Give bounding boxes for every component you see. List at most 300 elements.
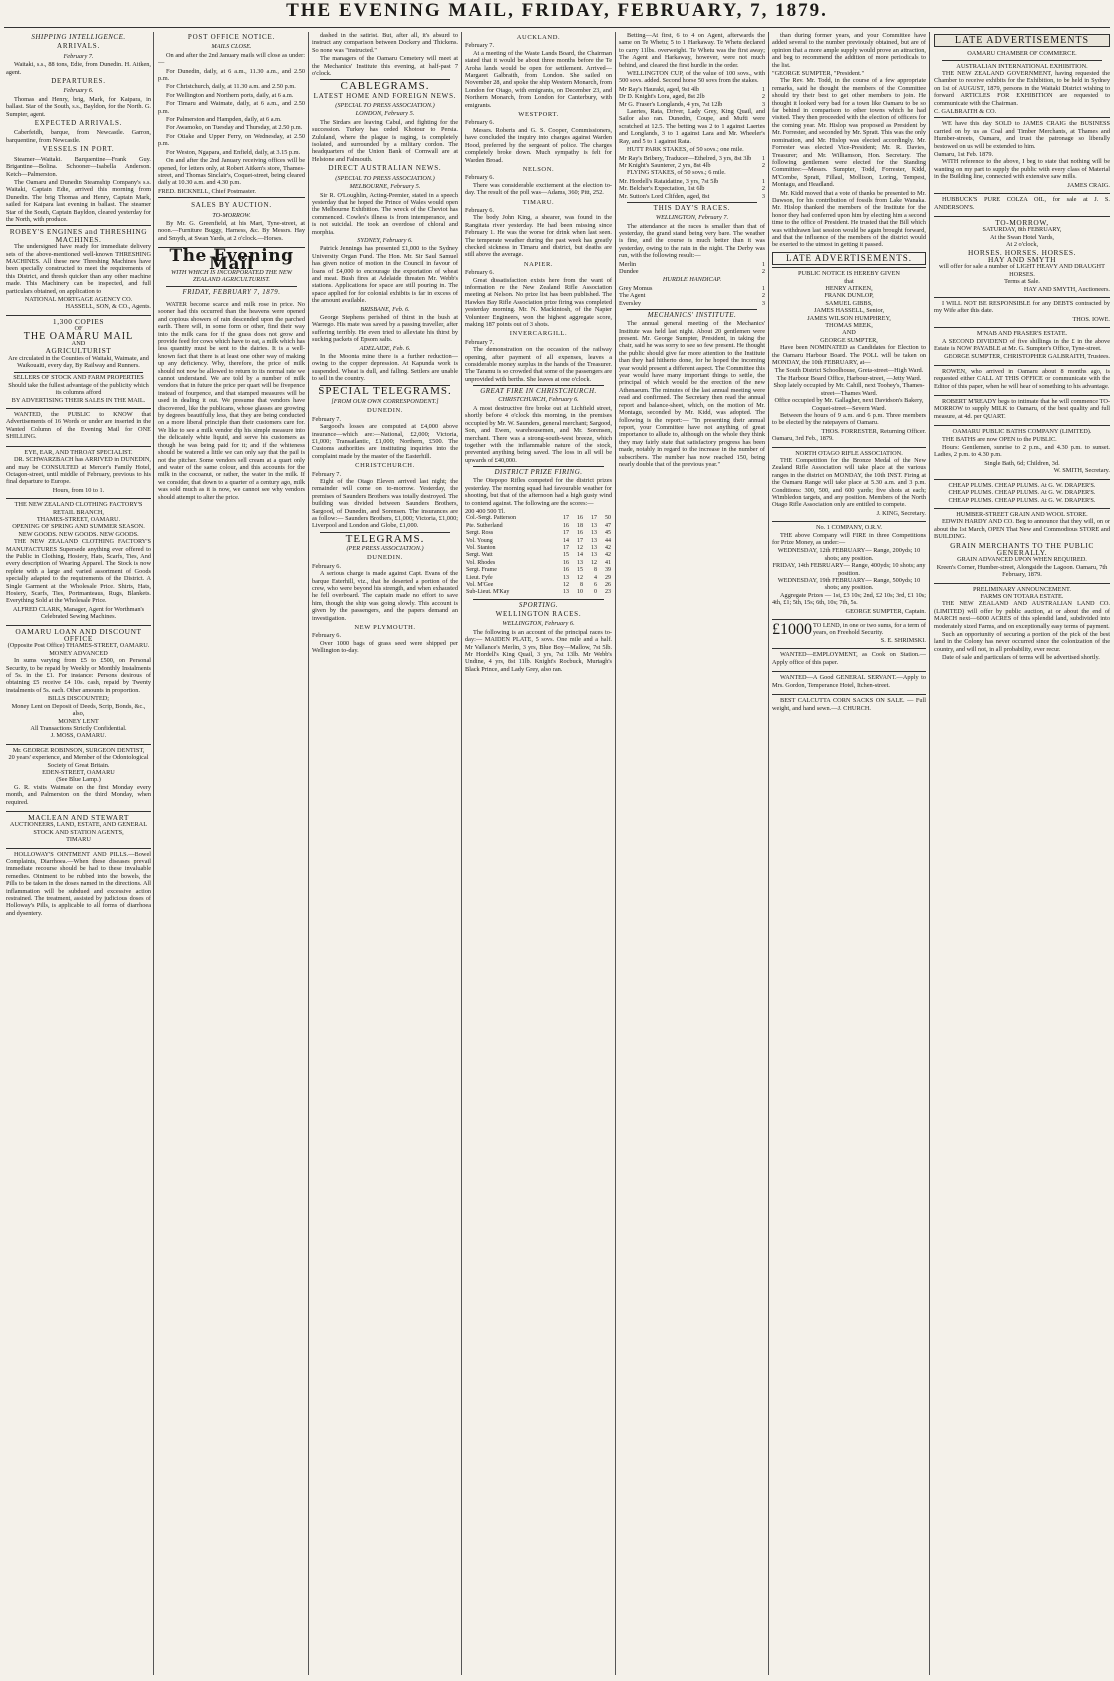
robey-heading: ROBEY'S ENGINES and THRESHING MACHINES.: [9, 227, 148, 244]
loan-text: In sums varying from £5 to £500, on Personal Security, to be repaid by Weekly or Monthly Instalments of 5s. in the £1. For instance: Persons desirous of obtaining £5 receive £4 10s. cash, repaid by Twenty instalments of 5s. each. Other amounts in proportion.: [6, 657, 151, 694]
baths-heading: OAMARU PUBLIC BATHS COMPANY (LIMITED).: [952, 428, 1092, 436]
wanted-servant-advertisement: [772, 671, 926, 692]
paper-title: THE OAMARU MAIL: [23, 330, 134, 342]
score-value: 17: [563, 515, 570, 522]
mails-close-heading: MAILS CLOSE.: [211, 43, 252, 51]
exhibition-heading: AUSTRALIAN INTERNATIONAL EXHIBITION.: [956, 62, 1088, 70]
page-masthead: THE EVENING MAIL, FRIDAY, FEBRUARY, 7, 1879.: [286, 0, 828, 21]
auckland-date: February 7.: [465, 42, 495, 50]
galbraith-signature: C. GALBRAITH & CO.: [934, 108, 997, 116]
score-value: 42: [605, 545, 611, 551]
score-value: 14: [577, 552, 583, 559]
dentist-advertisement: [6, 744, 151, 809]
divider: [473, 466, 604, 467]
wanted-cook-advertisement: [772, 648, 926, 669]
loan-1000-signature: S. E. SHRIMSKI.: [880, 637, 926, 645]
hardy-text: EDWIN HARDY AND CO. Beg to announce that they will, on or about the 1st March, OPEN That New and Commodious STORE and BUILDING.: [934, 518, 1110, 541]
company-notice: [772, 521, 926, 617]
mechanics-heading: MECHANICS' INSTITUTE.: [647, 310, 737, 319]
invercargill-heading: INVERCARGILL.: [509, 330, 568, 338]
chamber-heading: OAMARU CHAMBER OF COMMERCE.: [967, 50, 1077, 58]
score-row: [465, 515, 612, 522]
post-line: For Palmerston and Hampden, daily, at 6 a.m.: [166, 116, 282, 124]
robey-agent: NATIONAL MORTGAGE AGENCY CO.: [24, 296, 133, 303]
score-value: 8: [593, 567, 597, 574]
candidate-name: JAMES HASSELL, Senior,: [813, 307, 885, 315]
copies-count: 1,300 COPIES: [52, 316, 105, 326]
wanted-cook-text: WANTED—EMPLOYMENT, as Cook on Station.—Apply office of this paper.: [772, 651, 926, 666]
totara-text: THE NEW ZEALAND AND AUSTRALIAN LAND CO. (LIMITED) will offer by public auction, at or about the end of MARCH next—6000 ACRES of this splendid land, subdivided into moderately sized Farms, and on exceptionally easy terms of payment.: [934, 600, 1110, 630]
score-value: 13: [590, 522, 597, 529]
maclean-heading: MACLEAN AND STEWART: [28, 812, 129, 822]
nelson-date: February 6.: [465, 174, 495, 182]
score-value: 26: [605, 582, 611, 589]
adelaide-dateline: ADELAIDE, Feb. 6.: [359, 344, 411, 352]
hubbuck-text: HUBBUCK'S PURE COLZA OIL, for sale at J. S. ANDERSON'S.: [934, 196, 1110, 211]
masthead-rule: [4, 27, 1110, 28]
galbraith-date: Oamaru, 1st Feb. 1879.: [934, 151, 994, 159]
report-signature: "GEORGE SUMPTER, "President.": [772, 70, 865, 78]
candidate-name: JAMES WILSON HUMPHREY,: [807, 314, 891, 322]
post-line: For Dunedin, daily, at 6 a.m., 11.30 a.m., and 2.50 p.m.: [158, 67, 305, 83]
dentist-credentials: 20 years' experience, and Member of the Odontological Society of Great Britain.: [8, 754, 149, 769]
score-value: 18: [577, 522, 583, 529]
horses-heading: HORSES. HORSES. HORSES.: [967, 247, 1077, 257]
christchurch-date: February 7.: [312, 470, 342, 478]
score-value: 0: [593, 589, 597, 596]
debts-text: I WILL NOT BE RESPONSIBLE for any DEBTS contracted by my Wife after this date.: [934, 299, 1110, 315]
loan-heading: OAMARU LOAN AND DISCOUNT OFFICE: [15, 626, 142, 644]
exhibition-text: THE NEW ZEALAND GOVERNMENT, having requested the Chamber to receive exhibits for the Exhibition, to be held in Sydney on 1st of AUGUST, 1879, persons in the Waitaki District wishing to forward ARTICLES FOR EXHIBITION are requested to communicate with the Chairman.: [934, 70, 1110, 107]
rifle-association-notice: [772, 447, 926, 520]
races-dateline: WELLINGTON, February 6.: [502, 620, 575, 628]
craig-text: WITH reference to the above, I beg to state that nothing will be wanting on my part to supply the public with every class of Material in the Building line, connected with extensive saw mills.: [934, 158, 1110, 181]
score-value: 13: [563, 589, 570, 596]
holloway-advertisement: [6, 848, 151, 921]
score-value: 45: [605, 530, 611, 537]
post-office-heading: POST OFFICE NOTICE.: [187, 33, 276, 41]
owen-notice: [934, 365, 1110, 393]
expected-heading: EXPECTED ARRIVALS.: [34, 119, 123, 128]
arrivals-heading: ARRIVALS.: [56, 42, 101, 51]
clothing-text: THE NEW ZEALAND CLOTHING FACTORY'S MANUFACTURES Supersede anything ever offered to the Public in Clothing, Hosiery, Hats, Scarfs, Ties, And every description of Wearing Apparel. The Stock is now replete with a large and varied assortment of Goods specially adapted to the requirements of the District. A Single Garment at the Wholesale Price. Shirts, Hats, Hosiery, Scarfs, Ties, Portmanteaus, Rugs, Blankets. Everything Sold at the Wholesale Price.: [6, 538, 151, 605]
grain-merchants: GRAIN MERCHANTS TO THE PUBLIC GENERALLY.: [950, 540, 1094, 557]
score-row: [465, 589, 612, 596]
brisbane-dateline: BRISBANE, Feb. 6.: [360, 305, 410, 313]
flying-entry: Mr. Sutton's Lord Clifden, aged, 8st 3: [619, 192, 765, 200]
column-1: [6, 32, 151, 1675]
cup-entry: Mr Ray's Hauraki, aged, 9st 4lb 1: [619, 85, 765, 93]
robey-advertisement: [6, 225, 151, 312]
calcutta-advertisement: [772, 694, 926, 715]
harbour-board-notice: [772, 267, 926, 444]
dunedin-text: Sargood's losses are computed at £4,000 above insurance—which are:—National, £2,000; Victoria, £1,000; Transatlantic, £1,000; Northern, £500. The Customs authorities are instituting inquiries into the complaint made by the master of the Easterhill.: [312, 423, 458, 460]
candidate-name: FRANK DUNLOP,: [824, 292, 874, 300]
sellers-heading: SELLERS OF STOCK AND FARM PROPERTIES: [13, 374, 144, 382]
totara-heading: FARMS ON TOTARA ESTATE.: [980, 592, 1064, 600]
leader-continuation: dashed in the satirist. But, after all, it's absurd to instruct any comparison between Dockery and Thickens. So none was "instructed.": [312, 32, 458, 54]
score-value: 41: [605, 559, 611, 566]
specialist-heading: EYE, EAR, AND THROAT SPECIALIST.: [24, 448, 133, 456]
horse-sale-date: SATURDAY, 8th FEBRUARY,: [982, 226, 1062, 234]
horse-sale-place: At the Swan Hotel Yards,: [989, 233, 1055, 241]
specialist-advertisement: [6, 446, 151, 496]
score-row: [465, 523, 612, 530]
hubbuck-advertisement: [934, 193, 1110, 214]
tel-dunedin-text: A serious charge is made against Capt. Evans of the barque Esterhill, viz., that he deserted a portion of the crew, who were beyond his strength, and when exhausted he fell overboard. The captain made no effort to save him, though the ship was going slowly. This account is given by the passengers, and the papers demand an investigation.: [312, 570, 458, 622]
dentist-address: EDEN-STREET, OAMARU: [42, 768, 115, 776]
craig-sale-notice: [934, 117, 1110, 191]
christchurch-text: Eight of the Otago Eleven arrived last night; the remainder will come on to-morrow. Yesterday, the premises of Saunders Brothers was totally destroyed. The building was divided between Saunders Brothers, Sargood, of Dunedin, and Sorensen. The insurances are as follow:— Saunders Brothers, £1,000; Victoria, £1,000; Liverpool and London and Globe, £1,000.: [312, 477, 458, 530]
flying-entry: Mr. Hordell's Rataidatine, 3 yrs, 7st 5lb 1: [619, 177, 765, 185]
totara-more: Such an opportunity of securing a portion of the pick of the best land in the Colony has never occurred since the colonization of the country, and will not, in all probability, ever recur.: [934, 631, 1110, 653]
sales-text: By Mr. G. Greenfield, at his Mart, Tyne-street, at noon.—Furniture Buggy, Harness, &c. By Messrs. Hay and Smyth, at Swan Yards, at 2 o'clock.—Horses.: [158, 219, 305, 242]
score-value: 10: [577, 589, 583, 596]
new-plymouth-date: February 6.: [312, 632, 342, 640]
special-note: (SPECIAL TO PRESS ASSOCIATION.): [335, 102, 435, 110]
money-lent: MONEY LENT: [58, 717, 99, 725]
loan-amount: £1000: [772, 621, 812, 639]
divider: [627, 202, 757, 203]
divider: [166, 286, 297, 287]
napier-text: Great dissatisfaction exists here from the want of information re the New Zealand Rifle Association meeting at Nelson. No prize list has been published. The Hawkes Bay Rifle Association prize firing was completed yesterday morning. Mr. N. Mackintosh, of the Napier Volunteer Engineers, won the highest aggregate score, making 187 points out of 3 shots.: [465, 276, 612, 329]
cablegrams-subheading: LATEST HOME AND FOREIGN NEWS.: [313, 91, 457, 100]
sales-heading: SALES BY AUCTION.: [191, 201, 272, 210]
telegrams-sub: (PER PRESS ASSOCIATION.): [346, 544, 424, 552]
post-line: For Otiake and Upper Ferry, on Wednesday, at 2.50 p.m.: [158, 132, 305, 148]
confidential-line: All Transactions Strictly Confidential.: [30, 724, 127, 732]
arrivals-text: Waitaki, s.s., 88 tons, Edie, from Dunedin. H. Aitken, agent.: [6, 61, 151, 76]
plums-line: CHEAP PLUMS. CHEAP PLUMS. At G. W. DRAPER'S.: [948, 481, 1096, 489]
clothing-advertisement: [6, 498, 151, 623]
company-prizes: Aggregate Prizes — 1st, £3 10s; 2nd, £2 10s; 3rd, £1 10s; 4th, £1; 5th, 15s; 6th, 10s; 7th, 5s.: [772, 591, 926, 607]
arrivals-date: February 7.: [63, 52, 94, 60]
flag-subtitle: WITH WHICH IS INCORPORATED THE NEW ZEALAND AGRICULTURIST.: [171, 268, 292, 284]
wellington-cup-text: WELLINGTON CUP, of the value of 100 sovs., with 500 sovs. added. Second horse 50 sovs from the stakes.: [619, 70, 765, 85]
london-dateline: LONDON, February 5.: [355, 110, 415, 118]
races-text: The following is an account of the principal races to-day:— MAIDEN PLATE, 5 sovs. One mile and a half. Mr Vallance's Merlin, 3 yrs, Blue Boy—Mallow, 7st 5lb. Mr Hordell's King Quail, 3 yrs, 7st 13lb. Mr Webb's Undine, 4 yrs, 8st 11lb. Knight's Rocbuck, Murtagh's Black Prince, and Lady Grey, also ran.: [465, 628, 612, 673]
score-columns-header: 200 400 500 Tl.: [465, 507, 506, 515]
score-value: 14: [563, 537, 570, 544]
specialist-text: DR. SCHWARZBACH has ARRIVED in DUNEDIN, and may be CONSULTED at Mercer's Family Hotel, Octagon-street, until middle of February, previous to his final departure to Europe.: [6, 456, 151, 486]
totara-advertisement: [934, 583, 1110, 665]
column-divider: [615, 32, 616, 1675]
wanted-text: WANTED, the PUBLIC to KNOW that Advertisements of 16 Words or under are inserted in the Wanted Column of the Evening Mail for ONE SHILLING.: [6, 411, 151, 441]
company-date: FRIDAY, 14th FEBRUARY— Range, 400yds; 10 shots; any position.: [772, 562, 926, 577]
score-name: Sergt. Ross: [466, 530, 494, 537]
score-value: 13: [590, 537, 597, 544]
hay-smyth-signature: HAY AND SMYTH, Auctioneers.: [1023, 285, 1110, 293]
cup-text: Laertes, Rata, Driver, Lady Grey, King Quail, and Sailor also ran. Dunedin, Coupe, and Mufti were scratched at 12.5. The betting was 2 to 1 against Laertes and Longlands, 3 to 1 against Lara and Mr. Wheeler's Ray, and 5 to 1 against Rata.: [619, 108, 765, 145]
nelson-text: There was considerable excitement at the election to-day. The result of the poll was—Adams, 360; Pitt, 252.: [465, 181, 612, 197]
score-value: 17: [563, 545, 570, 551]
calcutta-text: BEST CALCUTTA CORN SACKS ON SALE. — Full weight, and hand sewn.—J. CHURCH.: [772, 697, 926, 712]
poll-hours: Between the hours of 9 a.m. and 6 p.m. Three members to be elected by the ratepayers of Oamaru.: [772, 411, 926, 427]
bills-text: Money Lent on Deposit of Deeds, Scrip, Bonds, &c., also,: [11, 702, 146, 718]
hutt-entry: Mr Ray's Bribery, Traducer—Ethelred, 3 yrs, 8st 3lb 1: [619, 154, 765, 162]
score-name: Sergt. Frame: [466, 567, 497, 574]
owen-text: ROWEN, who arrived in Oamaru about 8 months ago, is requested either CALL AT THIS OFFICE or communicate with the Editor of this paper, when he will hear of something to his advantage.: [934, 367, 1110, 390]
score-value: 8: [580, 582, 583, 589]
specialist-hours: Hours, from 10 to 1.: [52, 486, 105, 494]
column-divider: [308, 32, 309, 1675]
timaru-text: The body John King, a shearer, was found in the Rangitata river yesterday. He had been missing since February 1. He was the worse for drink when last seen. The temperate weather during the past week has greatly checked sickness in Timaru and district, but deaths are still above the average.: [465, 214, 612, 259]
election-text: The Rev. Mr. Todd, in the course of a few appropriate remarks, said he thought the members of the Committee should try their best to get other members to join. He thought it looked very bad for a town like Oamaru to be so far behind in comparison to other towns which he had visited. They then proceeded with the election of officers for the coming year. Mr. Hislop was proposed as President by Mr. Forrester, and seconded by Mr. Spratt. This was the only nomination, and Mr. Hislop was elected accordingly. Mr. Forrester was elected Vice-President; Mr. R. Davies, Treasurer; and Mr. Williamson, Hon. Secretary. The following gentlemen were elected for the Standing Committee:—Messrs. Sumpter, Todd, Forrester, Kidd, M'Combe, Spratt, Fillaul, Mollison, Loring, Tempest, Montagu, and Headland.: [772, 77, 926, 189]
hurdle-result: The Agent 2: [619, 292, 765, 300]
of-word: OF: [74, 325, 83, 333]
hardy-address: Kreen's Corner, Humber-street, Alongside the Lagoon. Oamaru, 7th February, 1879.: [936, 563, 1108, 579]
candidate-name: THOMAS MEEK,: [825, 322, 873, 330]
plums-advertisement: [934, 479, 1110, 506]
poll-place: Shop lately occupied by Mr. Cahill, next Toohey's, Thames-street—Thames Ward.: [773, 382, 925, 397]
score-row: [465, 545, 612, 552]
score-value: 47: [605, 522, 611, 529]
maclean-location: TIMARU: [66, 836, 91, 844]
grain-store-advertisement: [934, 508, 1110, 581]
flying-entry: Mr. Belcher's Expectation, 1st 6lb 2: [619, 185, 765, 193]
dunedin-heading: DUNEDIN.: [366, 407, 404, 415]
cup-entry: Mr G. Fraser's Longlands, 4 yrs, 7st 12lb 3: [619, 100, 765, 108]
score-value: 39: [605, 567, 611, 574]
company-heading: No. 1 COMPANY, O.R.V.: [815, 524, 883, 532]
score-value: 13: [590, 530, 597, 537]
debts-signature: THOS. IOWE.: [1072, 315, 1110, 323]
divider: [942, 60, 1102, 61]
tel-dunedin-date: February 6.: [312, 562, 342, 570]
loan-advertisement: [6, 625, 151, 742]
loan-proprietor: J. MOSS, OAMARU.: [50, 732, 107, 740]
vessels-heading: VESSELS IN PORT.: [42, 145, 115, 154]
score-name: Lieut. Fyfe: [466, 574, 493, 581]
clothing-manager: ALFRED CLARK, Manager, Agent for Worthman's Celebrated Sewing Machines.: [12, 605, 145, 621]
expected-text: Caberfeidh, barque, from Newcastle. Garron, barquentine, from Newcastle.: [6, 129, 151, 144]
departures-heading: DEPARTURES.: [51, 77, 106, 86]
post-intro: On and after the 2nd January mails will close as under:—: [158, 51, 305, 67]
scores-table: [465, 515, 612, 596]
new-plymouth-heading: NEW PLYMOUTH.: [354, 624, 416, 632]
westport-text: Messrs. Roberts and G. S. Cooper, Commissioners, have concluded the inquiry into charges against Warden Hood, preferred by the sergeant of police. The charges completely broke down. Much sympathy is felt for Warden Broad.: [465, 126, 612, 164]
money-advanced: MONEY ADVANCED: [49, 649, 108, 657]
advertising-line: BY ADVERTISING THEIR SALES IN THE MAIL.: [11, 396, 146, 404]
hay-smyth-text: will offer for sale a number of LIGHT HEAVY AND DRAUGHT HORSES.: [939, 263, 1105, 278]
trustees-signature: GEORGE SUMPTER, CHRISTOPHER GALBRAITH, Trustees.: [944, 353, 1110, 361]
report-continuation: than during former years, and your Committee have added several to the number previously obtained, but are of opinion that a more ample supply would prove an attraction, and beg to recommend the addition of more periodicals to the list.: [772, 32, 926, 69]
score-value: 12: [577, 574, 583, 581]
post-line: For Christchurch, daily, at 11.30 a.m. and 2.50 p.m.: [166, 83, 296, 91]
public-notice-heading: PUBLIC NOTICE IS HEREBY GIVEN: [798, 270, 900, 278]
post-line: For Awamoko, on Tuesday and Thursday, at 2.50 p.m.: [166, 124, 303, 132]
company-text: THE above Company will FIRE in three Competitions for Prize Money, as under:—: [772, 531, 926, 546]
public-notice-intro: that: [844, 277, 854, 285]
score-row: [465, 575, 612, 582]
score-name: Vol. Stanton: [466, 545, 496, 551]
meeting-closing-text: Mr. Kidd moved that a vote of thanks be presented to Mr. Dawson, for his contribution of fossils from Lake Wanaka. Mr. Hislop thanked the members of the Institute for the honor they had conferred upon him by electing him a second time to the office of President. He trusted that the Bill which was withdrawn last session would be again brought forward, and that the influence of the members of the district would be exerted to the utmost in getting it passed.: [772, 189, 926, 249]
score-value: 16: [577, 530, 583, 537]
derby-result: Dundee 2: [619, 267, 765, 275]
score-name: Vol. M'Gee: [466, 582, 494, 589]
napier-date: February 6.: [465, 269, 495, 277]
sale-terms: Terms at Sale.: [1004, 278, 1040, 286]
horse-sale-time: At 2 o'clock,: [1005, 241, 1039, 249]
score-value: 12: [590, 559, 597, 566]
divider: [473, 385, 604, 386]
late-ads-heading: LATE ADVERTISEMENTS.: [786, 252, 912, 263]
late-ads-banner: LATE ADVERTISEMENTS: [934, 34, 1110, 47]
score-value: 15: [577, 567, 583, 574]
score-value: 12: [577, 545, 583, 551]
circulation-text: Are circulated in the Counties of Waitaki, Waimate, and Waikouaiti, every day, By Railway and Runners.: [8, 354, 149, 370]
column-2: [158, 32, 305, 1675]
late-ads-heading-box: [772, 252, 926, 265]
flying-stakes-text: FLYING STAKES, of 50 sovs.; 6 mile.: [627, 169, 726, 177]
clothing-heading: THE NEW ZEALAND CLOTHING FACTORY'S RETAIL BRANCH,: [14, 501, 143, 516]
divider: [473, 599, 604, 600]
craig-signature: JAMES CRAIG.: [1067, 181, 1110, 189]
column-divider: [929, 32, 930, 1675]
fire-heading: GREAT FIRE IN CHRISTCHURCH.: [480, 387, 597, 396]
column-7: [934, 32, 1110, 1675]
clothing-opening: OPENING OF SPRING AND SUMMER SEASON. NEW GOODS. NEW GOODS. NEW GOODS.: [12, 523, 145, 538]
score-name: Vol. Young: [466, 537, 493, 544]
derby-result: Merlin 1: [619, 260, 765, 268]
issue-dateline: FRIDAY, FEBRUARY 7, 1879.: [182, 288, 281, 296]
column-3: [312, 32, 458, 1675]
post-after: On and after the 2nd January receiving offices will be opened, for letters only, at Robert Aitken's store, Thames-street, and Thomas Sinclair's, Coquet-street, being cleared daily at 10.30 a.m. and 4.30 p.m.: [158, 157, 305, 187]
mechanics-text: The annual general meeting of the Mechanics' Institute was held last night. About 20 gentlemen were present. Mr. George Sumpter, President, in taking the chair, said he was sorry to see so few present. He thought the public should give far more attention to the Institute than they had hitherto done, for he hoped the incoming year would present a different aspect. The Committee this year would have many important things to settle, the principal of which would be the erection of the new Athenaeum. The minutes of the last annual meeting were read and confirmed. The Secretary then read the annual report and balance-sheet, which, on the motion of Mr. Montagu, seconded by Mr. Kidd, was adopted. The following is the report:— "In presenting their annual report, your Committee have not anything of great importance to allude to, although on the whole they think they may fairly state that satisfactory progress has been made, notably in regard to the increase in the number of subscribers. The number has now reached 150, being nearly double that of the previous year.": [619, 320, 765, 468]
and-word: AND: [71, 340, 86, 348]
wanted-servant-text: WANTED—A Good GENERAL SERVANT.—Apply to Mrs. Gordon, Temperance Hotel, Itchen-street.: [772, 674, 926, 689]
score-row: [465, 538, 612, 545]
score-value: 13: [590, 552, 597, 559]
baths-text: THE BATHS are now OPEN to the PUBLIC.: [942, 435, 1057, 443]
horse-sale-advertisement: [934, 216, 1110, 295]
post-line: For Weston, Ngapara, and Enfield, daily, at 3.15 p.m.: [166, 148, 301, 156]
score-value: 16: [563, 567, 570, 574]
agriculturist-title: AGRICULTURIST: [45, 346, 112, 356]
score-row: [465, 560, 612, 567]
preliminary-heading: PRELIMINARY ANNOUNCEMENT.: [973, 585, 1071, 593]
loan-1000-text: TO LEND, in one or two sums, for a term of years, on Freehold Security.: [813, 622, 926, 637]
score-value: 13: [590, 545, 597, 551]
galbraith-sale-text: WE have this day SOLD to JAMES CRAIG the BUSINESS carried on by us as Coal and Timber Merchants, at Thames and Humber-streets, Oamaru, and trust the patronage so liberally bestowed on us will be extended to him.: [934, 120, 1110, 150]
robey-text: The undersigned have ready for immediate delivery sets of the above-mentioned well-known THRESHING MACHINES. All these new Threshing Machines have been specially constructed to meet the requirements of this District, and thresh quicker than any other machine made. This Machinery can be inspected, and full particulars obtained, on application to: [6, 243, 151, 295]
score-value: 50: [605, 515, 611, 522]
dentist-visits: G. R. visits Waimate on the first Monday every month, and Palmerston on the third Monday, when required.: [6, 783, 151, 806]
adelaide-text: In the Moonta mine there is a further reduction—owing to the copper depression. At Kapunda work is suspended. Wheat is dull, and falling. Settlers are unable to sell in the country.: [312, 353, 458, 383]
candidate-name: HENRY AITKEN,: [825, 285, 873, 292]
days-races-heading: THIS DAY'S RACES.: [653, 203, 731, 212]
score-value: 29: [605, 574, 611, 581]
score-value: 16: [563, 559, 570, 566]
telegrams-heading: TELEGRAMS.: [345, 532, 425, 545]
baths-hours: Hours: Gentlemen, sunrise to 2 p.m., and 4.30 p.m. to sunset. Ladies, 2 p.m. to 4.30 p.m.: [934, 444, 1110, 459]
melbourne-dateline: MELBOURNE, February 5.: [349, 183, 421, 191]
cemetery-note: The managers of the Oamaru Cemetery will meet at the Mechanics' Institute this evening, at half-past 7 o'clock.: [312, 55, 458, 78]
australian-heading: DIRECT AUSTRALIAN NEWS.: [328, 164, 442, 173]
melbourne-text: Sir R. O'Loughlin, Acting-Premier, stated in a speech yesterday that he hoped the Prince of Wales would open the Melbourne Exhibition. The wreck of the Cheviot has commenced. Cowles's illness is from intemperance, and is not suicidal. He took an overdose of chloral and morphia.: [312, 191, 458, 236]
nelson-heading: NELSON.: [522, 165, 555, 173]
invercargill-text: The demonstration on the occasion of the railway opening, after payment of all expenses, leaves a considerable money surplus in the hands of the Treasurer. The Taramu is so crowded that some of the passengers are unprovided with berths. She leaves at one o'clock.: [465, 346, 612, 383]
maclean-advertisement: [6, 811, 151, 846]
hutt-park-text: HUTT PARK STAKES, of 50 sovs.; one mile.: [627, 146, 744, 154]
sydney-dateline: SYDNEY, February 6.: [357, 236, 413, 244]
maclean-description: AUCTIONEERS, LAND, ESTATE, AND GENERAL STOCK AND STATION AGENTS,: [9, 821, 148, 836]
auckland-text: At a meeting of the Waste Lands Board, the Chairman stated that it would be about three months before the Te Aroha lands would be open for settlement. Arrived—Margaret Galbraith, from London. She sailed on November 28, and spoke the ship Western Monarch, from London for Otago, with emigrants, on December 23, and Northern Monarch, from London for Canterbury, with emigrants.: [465, 49, 612, 109]
dentist-lamp: (See Blue Lamp.): [56, 776, 101, 784]
milk-text: ROBERT M'READY begs to intimate that he will commence TO-MORROW to supply MILK to Oamaru, of the best quality and full measure, at 4d. per QUART.: [934, 398, 1110, 420]
horse-sale-tomorrow: TO-MORROW,: [995, 217, 1049, 227]
timaru-date: February 6.: [465, 206, 495, 214]
candidate-name: AND: [842, 329, 856, 337]
candidate-name: GEORGE SUMPTER,: [820, 336, 878, 344]
column-divider: [153, 32, 154, 1675]
score-value: 23: [605, 589, 611, 596]
estate-notice: [934, 327, 1110, 363]
westport-heading: WESTPORT.: [518, 111, 559, 119]
timaru-heading: TIMARU.: [522, 198, 555, 206]
score-row: [465, 552, 612, 559]
plums-line: CHEAP PLUMS. CHEAP PLUMS. At G. W. DRAPER'S.: [948, 496, 1096, 504]
bills-heading: BILLS DISCOUNTED;: [47, 695, 110, 703]
christchurch-heading: CHRISTCHURCH.: [355, 462, 415, 470]
score-value: 17: [590, 515, 597, 522]
score-name: Sub-Lieut. M'Kay: [466, 589, 510, 596]
poll-place: Office occupied by Mr. Gallagher, next Davidson's Bakery, Coquet-street—Severn Ward.: [774, 397, 924, 412]
post-signature: FRED. BICKNELL, Chief Postmaster.: [158, 187, 256, 195]
score-value: 16: [563, 522, 570, 529]
score-value: 42: [605, 552, 611, 559]
vessels-text: Steamer—Waitaki. Barquentine—Frank Guy. Brigantine—Bolina. Schooner—Isabella Anderson. Ketch—Palmerston.: [6, 155, 151, 178]
rifle-heading: NORTH OTAGO RIFLE ASSOCIATION.: [795, 449, 903, 457]
loan-1000-advertisement: [772, 619, 926, 646]
column-6: [772, 32, 926, 1675]
tel-dunedin-heading: DUNEDIN.: [366, 554, 404, 562]
shipping-heading: SHIPPING INTELLIGENCE.: [31, 33, 126, 41]
baths-signature: W. SMITH, Secretary.: [1053, 467, 1110, 475]
holloway-text: HOLLOWAY'S OINTMENT AND PILLS.—Bowel Complaints, Diarrhoea.—When these diseases prevail immediate recourse should be had to these invaluable remedies. Ointment to be rubbed into the bowels, the Pills to be taken in the doses named in the directions. All inflammation will be subdued and excessive action restrained. The treatment, assisted by judicious doses of Holloway's Pills, is applicable to all forms of diarrhoea and dysentery.: [6, 850, 151, 917]
dunedin-date: February 7.: [312, 415, 342, 423]
hutt-entry: Mr Knight's Saunterer, 2 yrs, 8st 4lb 2: [619, 161, 765, 169]
totara-signature: Date of sale and particulars of terms will be advertised shortly.: [942, 654, 1100, 662]
sales-tomorrow: TO-MORROW.: [212, 211, 251, 219]
rifle-text: THE Competition for the Bronze Medal of the New Zealand Rifle Association will take place at the various ranges in the district on MONDAY, the 10th INST. Firing at the Oamaru Range will take place at 5.30 a.m. and 3 p.m. Conditions: 300, 500, and 600 yards; five shots at each; Wimbledon targets, and any position. Members of the North Otago Rifle Association only are entitled to compete.: [772, 456, 926, 509]
hurdle-result: Eversley 3: [619, 299, 765, 307]
special-telegrams-heading: SPECIAL TELEGRAMS.: [318, 385, 452, 398]
australian-sub: (SPECIAL TO PRESS ASSOCIATION.): [335, 174, 435, 182]
divider: [14, 372, 143, 373]
loan-address: (Opposite Post Office) THAMES-STREET, OAMARU.: [7, 642, 150, 650]
hurdle-result: Grey Momus 1: [619, 284, 765, 292]
departures-text: Thomas and Henry, brig, Mark, for Kaipara, in ballast. Star of the South, s.s., Bayldon, for the North. G. Sumpter, agent.: [6, 95, 151, 118]
returning-date: Oamaru, 3rd Feb., 1879.: [772, 435, 834, 443]
company-date: WEDNESDAY, 19th FEBRUARY— Range, 500yds; 10 shots; any position.: [777, 577, 921, 592]
robey-signature: HASSELL, SON, & CO., Agents.: [65, 303, 151, 311]
score-value: 4: [593, 574, 597, 581]
divider: [627, 309, 757, 310]
score-row: [465, 530, 612, 537]
hurdle-heading: HURDLE HANDICAP.: [662, 276, 722, 284]
poll-place: The South District Schoolhouse, Greta-street—High Ward.: [774, 367, 924, 375]
post-line: For Timaru and Waimate, daily, at 6 a.m., and 2.50 p.m.: [158, 100, 305, 115]
grain-store-heading: HUMBER-STREET GRAIN AND WOOL STORE.: [956, 510, 1088, 518]
wanted-advertisement: [6, 408, 151, 444]
column-4: [465, 32, 612, 1675]
score-name: Col.-Sergt. Patterson: [466, 515, 517, 522]
napier-heading: NAPIER.: [523, 260, 554, 268]
column-divider: [461, 32, 462, 1675]
estate-heading: M'NAB AND FRASER'S ESTATE.: [976, 330, 1068, 338]
sporting-heading: SPORTING.: [518, 600, 559, 609]
